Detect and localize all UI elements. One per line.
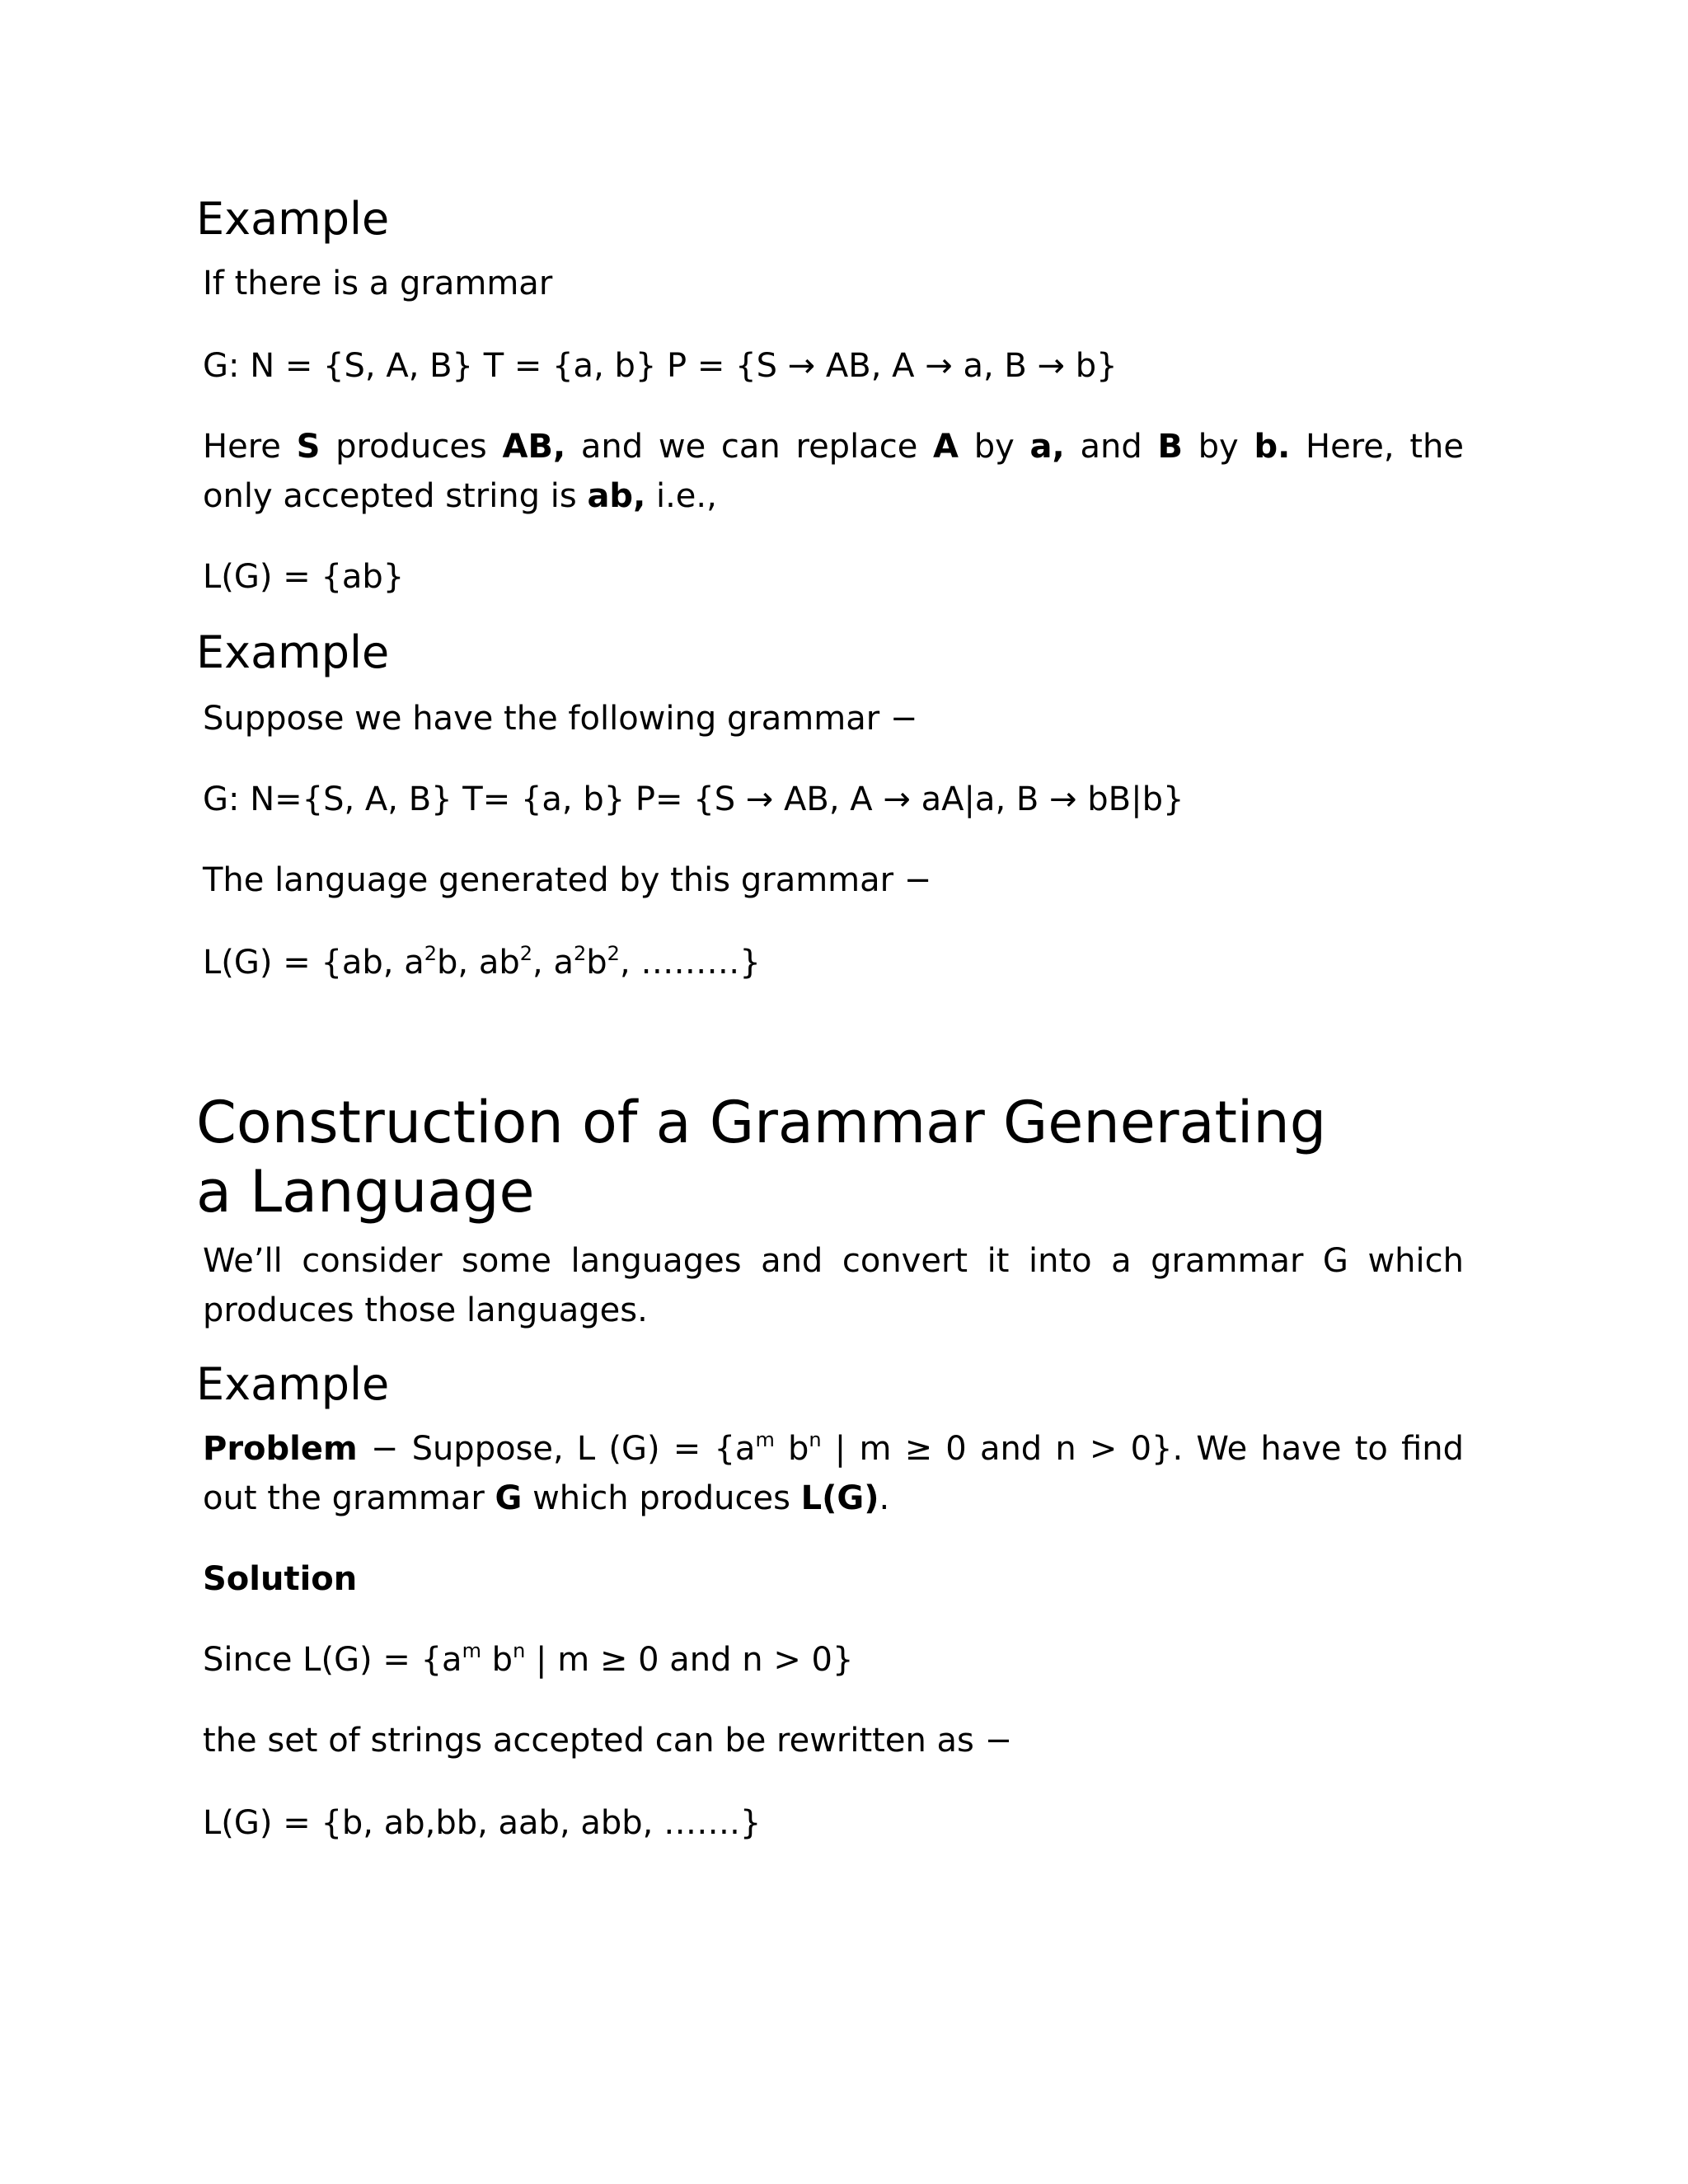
example-heading: Example — [196, 1358, 390, 1410]
solution-since: Since $L(G) = \{a^m$ $b^n$ | m ≥ 0 and n > 0} — [203, 1638, 854, 1679]
grammar-explanation: Here S produces AB, and we can replace A by a, and B by b. Here, the only accepted string is ab, i.e., — [203, 428, 1464, 515]
language-result: L(G) = {ab, $a^2b$, $ab^2$, $a^2b^2$, ………} — [203, 941, 761, 982]
section-heading: Construction of a Grammar Generating a Language — [196, 1089, 1327, 1226]
example-heading: Example — [196, 626, 390, 678]
example-intro: If there is a grammar — [203, 265, 553, 302]
section-intro: We’ll consider some languages and convert it into a grammar G which produces those languages. — [203, 1242, 1464, 1329]
example-heading: Example — [196, 193, 390, 245]
language-result: L(G) = {b, ab,bb, aab, abb, …….} — [203, 1804, 762, 1842]
solution-label: Solution — [203, 1560, 358, 1598]
rewritten-label: the set of strings accepted can be rewritten as − — [203, 1722, 1013, 1760]
problem-statement: Problem − Suppose, L $(G) = \{a^m$ $b^n$ | m ≥ 0 and n > 0}. We have to find out the grammar G which produces L(G). — [203, 1427, 1465, 1517]
language-result: L(G) = {ab} — [203, 558, 405, 596]
grammar-definition: G: N = {S, A, B} T = {a, b} P = {S → AB, A → a, B → b} — [203, 347, 1118, 385]
example-intro: Suppose we have the following grammar − — [203, 700, 918, 738]
grammar-definition: G: N={S, A, B} T= {a, b} P= {S → AB, A → aA|a, B → bB|b} — [203, 780, 1184, 818]
generated-language-label: The language generated by this grammar − — [203, 861, 932, 899]
